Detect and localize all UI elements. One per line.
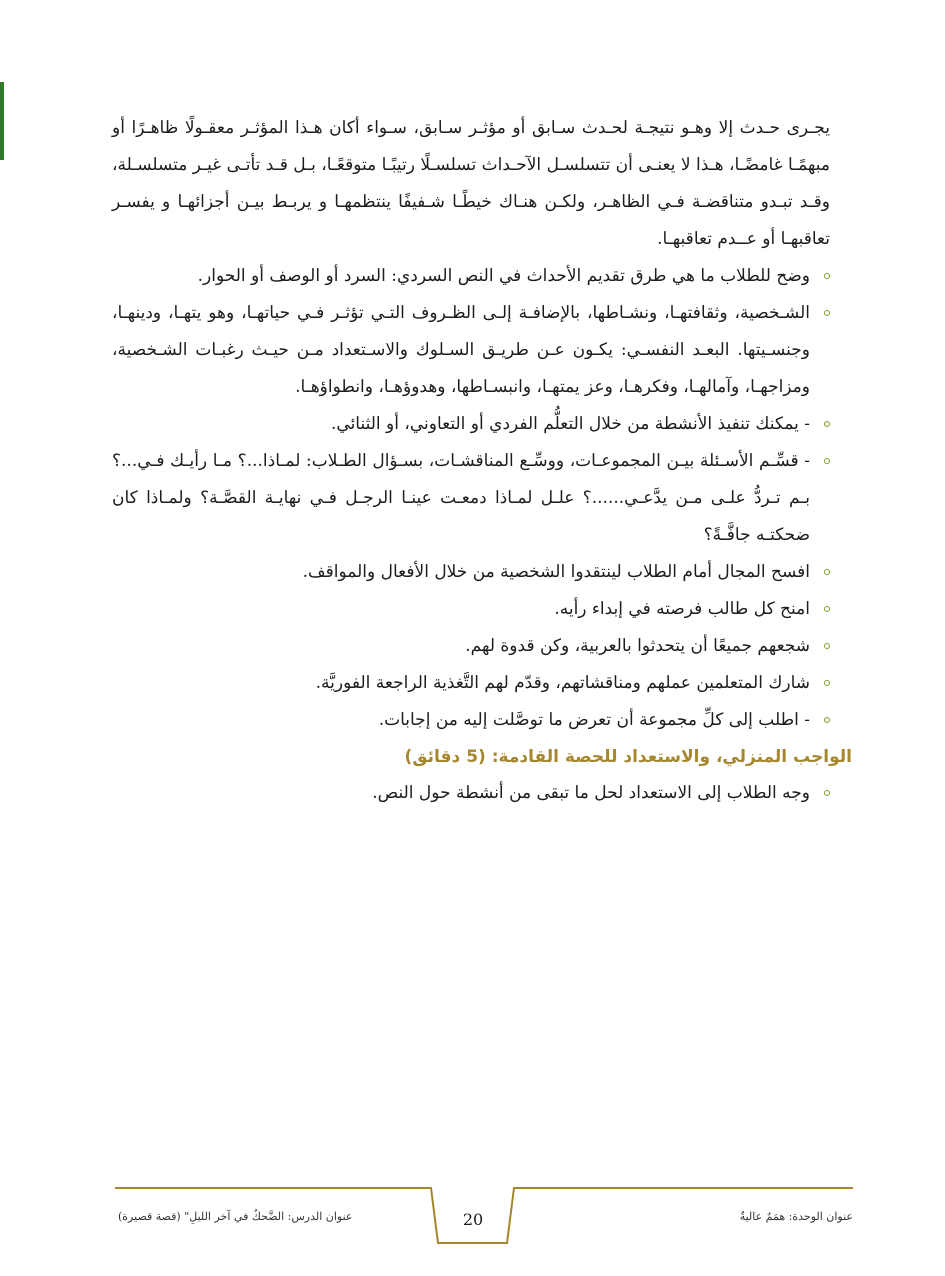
circle-bullet-icon [824, 569, 830, 575]
circle-bullet-icon [824, 606, 830, 612]
footer-lesson-title: عنوان الدرس: الضَّحكُ في آخر الليلِ" (قصة قصيرة) [118, 1210, 353, 1223]
footer-unit-title: عنوان الوحدة: همَمٌ عاليةٌ [739, 1210, 853, 1223]
circle-bullet-icon [824, 310, 830, 316]
circle-bullet-icon [824, 717, 830, 723]
list-item: امنح كل طالب فرصته في إبداء رأيه. [112, 591, 830, 628]
list-item: شجعهم جميعًا أن يتحدثوا بالعربية، وكن قدوة لهم. [112, 628, 830, 665]
side-edge-marker [0, 82, 4, 160]
intro-paragraph: يجـرى حـدث إلا وهـو نتيجـة لحـدث سـابق أو مؤثـر سـابق، سـواء أكان هـذا المؤثـر معقـولًا ظاهـرًا أو مبهمًـا غامضًـا، هـذا لا يعنـى أن تتسلسـل الآحـداث تسلسـلًا رتيبًـا متوقعًـا، بـل قـد تأتـى غيـر متسلسـلة، وقـد تبـدو متناقضـة فـي الظاهـر، ولكـن هنـاك خيطًـا شـفيفًا ينتظمهـا و يربـط بيـن أجزائهـا و يفسـر تعاقبهـا أو عــدم تعاقبهـا. [112, 118, 830, 249]
list-item: شارك المتعلمين عملهم ومناقشاتهم، وقدّم لهم التَّغذية الراجعة الفوريَّة. [112, 665, 830, 702]
list-item: الشـخصية، وثقافتهـا، ونشـاطها، بالإضافـة إلـى الظـروف التـي تؤثـر فـي حياتهـا، وهو يتهـا، ودينهـا، وجنسـيتها. البعـد النفسـي: يكـون عـن طريـق السـلوك والاسـتعداد مـن حيـث رغبـات الشـخصية، ومزاجهـا، وآمالهـا، وفكرهـا، وعز يمتهـا، وانبسـاطها، وهدوؤهـا، وانطواؤهـا. [112, 295, 830, 406]
list-item: افسح المجال أمام الطلاب لينتقدوا الشخصية من خلال الأفعال والمواقف. [112, 554, 830, 591]
bullet-list-activities [112, 258, 830, 739]
list-item: وجه الطلاب إلى الاستعداد لحل ما تبقى من أنشطة حول النص. [112, 775, 830, 812]
circle-bullet-icon [824, 421, 830, 427]
circle-bullet-icon [824, 790, 830, 796]
bullet-list-homework [112, 775, 830, 812]
list-item: - يمكنك تنفيذ الأنشطة من خلال التعلُّم الفردي أو التعاوني، أو الثنائي. [112, 406, 830, 443]
circle-bullet-icon [824, 643, 830, 649]
list-item: وضح للطلاب ما هي طرق تقديم الأحداث في النص السردي: السرد أو الوصف أو الحوار. [112, 258, 830, 295]
list-item: - اطلب إلى كلِّ مجموعة أن تعرض ما توصَّلت إليه من إجابات. [112, 702, 830, 739]
circle-bullet-icon [824, 273, 830, 279]
circle-bullet-icon [824, 680, 830, 686]
page-content [112, 110, 852, 812]
list-item: - قسِّـم الأسـئلة بيـن المجموعـات، ووسِّـع المناقشـات، بسـؤال الطـلاب: لمـاذا...؟ مـا رأيـك فـي...؟ بـم تـردُّ علـى مـن يدَّعـي......؟ علـل لمـاذا دمعـت عينـا الرجـل فـي نهايـة القصَّـة؟ ولمـاذا كان ضحكتـه جافَّـةً؟ [112, 443, 830, 554]
homework-heading: الواجب المنزلي، والاستعداد للحصة القادمة: (5 دقائق) [404, 747, 852, 767]
circle-bullet-icon [824, 458, 830, 464]
page-number: 20 [462, 1210, 484, 1229]
